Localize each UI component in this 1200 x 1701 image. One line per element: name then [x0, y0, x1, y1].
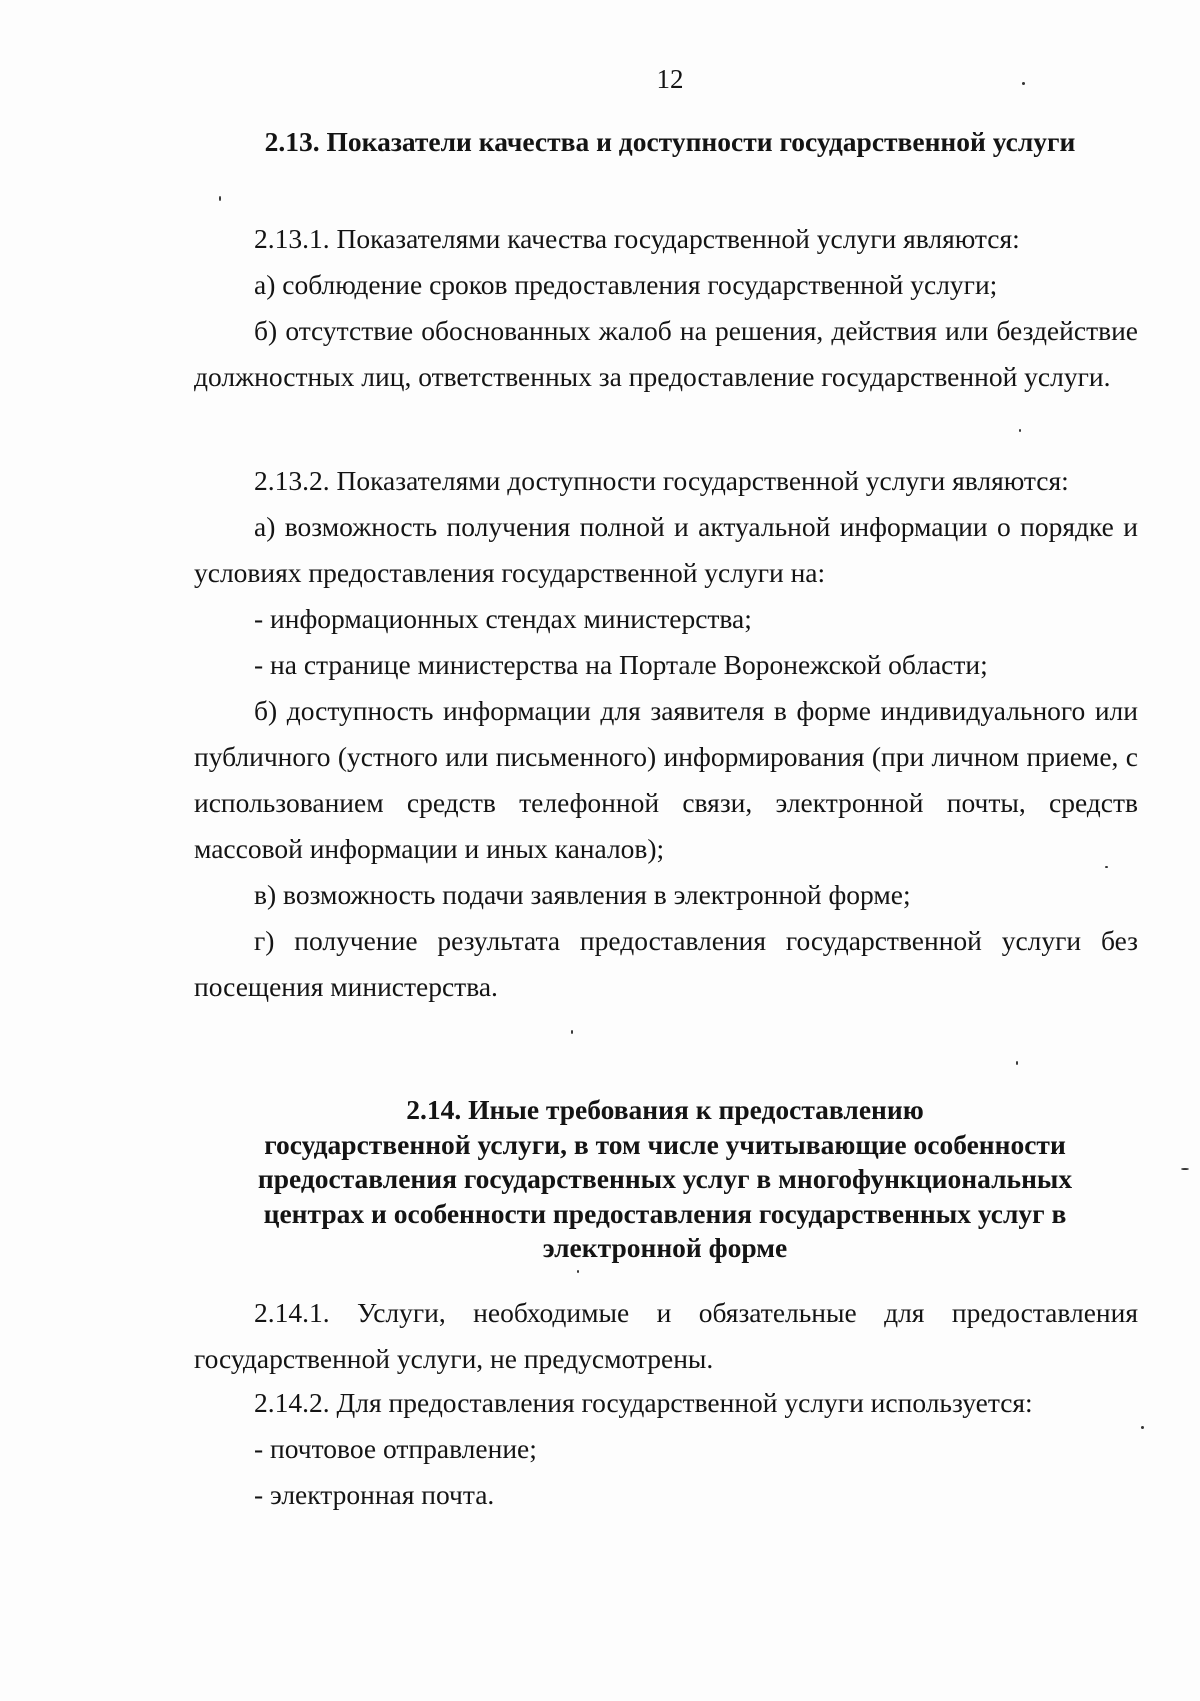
section-2-14-1-body [194, 1290, 1138, 1382]
list-item-2-13-2-d: г) получение результата предоставления государственной услуги без посещения министерства. [194, 925, 1138, 1002]
list-item-2-14-2-b: - электронная почта. [254, 1479, 495, 1510]
list-item-2-13-2-a: а) возможность получения полной и актуальной информации о порядке и условиях предоставления государственной услуги на: [194, 511, 1138, 588]
scan-speck [571, 1030, 573, 1034]
page-number: 12 [656, 64, 684, 94]
scan-speck [1019, 429, 1021, 432]
section-2-13-heading: 2.13. Показатели качества и доступности государственной услуги [264, 126, 1076, 157]
heading-line: предоставления государственных услуг в многофункциональных [257, 1163, 1073, 1194]
scan-speck [219, 196, 221, 201]
list-item-2-13-2-a-2: - на странице министерства на Портале Воронежской области; [254, 649, 988, 680]
scan-speck [1105, 866, 1108, 868]
list-item-2-14-2-a: - почтовое отправление; [254, 1433, 537, 1464]
section-2-14-heading [195, 1093, 1135, 1266]
scan-speck [577, 1270, 579, 1273]
list-item-2-13-2-b: б) доступность информации для заявителя в форме индивидуального или публичного (устного или письменного) информирования (при личном приеме, с использованием средств телефонной связи, электронной почты, средств массовой информации и иных каналов); [194, 695, 1138, 864]
section-2-14-2-body [194, 1380, 1138, 1518]
list-item-2-13-1-a: а) соблюдение сроков предоставления государственной услуги; [254, 269, 998, 300]
list-item-2-13-1-b: б) отсутствие обоснованных жалоб на решения, действия или бездействие должностных лиц, ответственных за предоставление государственной услуги. [194, 315, 1138, 392]
section-2-13-2-body [194, 458, 1138, 1010]
heading-line: электронной форме [542, 1232, 788, 1263]
heading-line: центрах и особенности предоставления государственных услуг в [263, 1197, 1067, 1229]
heading-line: государственной услуги, в том числе учитывающие особенности [264, 1128, 1066, 1160]
heading-line: 2.14. Иные требования к предоставлению [406, 1094, 924, 1125]
paragraph-2-14-1: 2.14.1. Услуги, необходимые и обязательные для предоставления государственной услуги, не предусмотрены. [194, 1297, 1138, 1374]
paragraph-2-13-1: 2.13.1. Показателями качества государственной услуги являются: [254, 223, 1020, 254]
scan-speck [1022, 82, 1025, 85]
paragraph-2-13-2: 2.13.2. Показателями доступности государственной услуги являются: [254, 465, 1069, 496]
scan-speck [1016, 1061, 1018, 1065]
scan-speck [1141, 1426, 1144, 1429]
paragraph-2-14-2: 2.14.2. Для предоставления государственной услуги используется: [254, 1387, 1033, 1418]
list-item-2-13-2-a-1: - информационных стендах министерства; [254, 603, 752, 634]
list-item-2-13-2-c: в) возможность подачи заявления в электронной форме; [254, 879, 911, 910]
scan-speck [1181, 1168, 1189, 1170]
section-2-13-body [194, 216, 1138, 400]
